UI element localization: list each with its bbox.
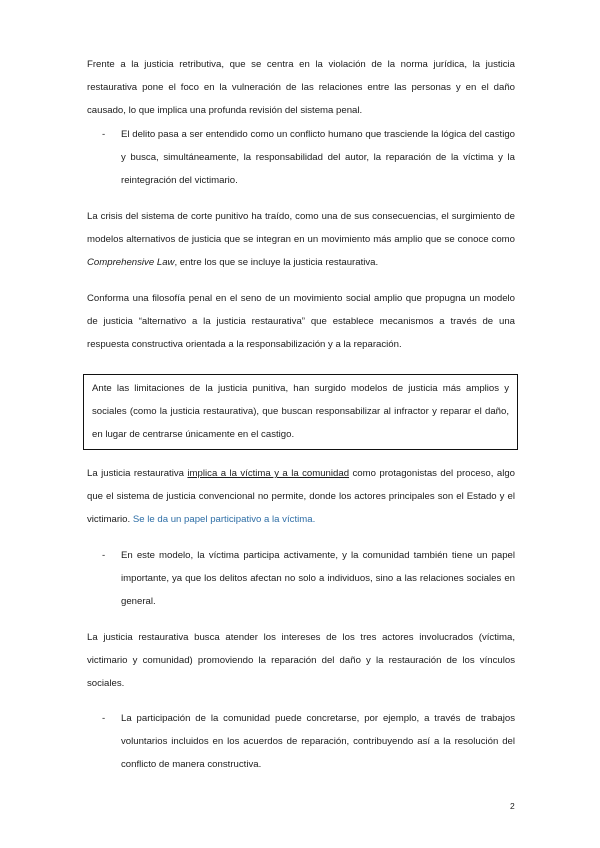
bullet-text: El delito pasa a ser entendido como un conflicto humano que trasciende la lógica del castigo y busca, simultáneamente, la responsabilidad del autor, la reparación de la víctima y la reintegración del victimario. (121, 129, 515, 187)
text-run: La crisis del sistema de corte punitivo ha traído, como una de sus consecuencias, el surgimiento de modelos alternativos de justicia que se integran en un movimiento más amplio que se conoce como (87, 211, 515, 246)
summary-box: Ante las limitaciones de la justicia punitiva, han surgido modelos de justicia más amplios y sociales (como la justicia restaurativa), que buscan responsabilizar al infractor y reparar el daño, en lugar de centrarse únicamente en el castigo. (83, 374, 518, 450)
highlighted-sentence: Se le da un papel participativo a la víctima. (132, 514, 316, 526)
paragraph-three-actors: La justicia restaurativa busca atender los intereses de los tres actores involucrados (víctima, victimario y comunidad) promoviendo la reparación del daño y la restauración de los vínculos sociales. (87, 632, 515, 690)
underlined-phrase: implica a la víctima y a la comunidad (187, 468, 350, 479)
bullet-dash: - (102, 713, 106, 724)
paragraph-victim-community (87, 462, 515, 532)
bullet-dash: - (102, 550, 106, 561)
paragraph-punitive-crisis (87, 205, 515, 275)
page-number: 2 (510, 801, 515, 811)
bullet-item-crime-conflict (87, 123, 515, 193)
bullet-text: La participación de la comunidad puede concretarse, por ejemplo, a través de trabajos voluntarios incluidos en los acuerdos de reparación, contribuyendo así a la resolución del conflicto de manera constructiva. (121, 713, 515, 771)
bullet-dash: - (102, 129, 106, 140)
comprehensive-law-term: Comprehensive Law (87, 257, 175, 269)
paragraph-retributive-vs-restorative: Frente a la justicia retributiva, que se centra en la violación de la norma jurídica, la justicia restaurativa pone el foco en la vulneración de las relaciones entre las personas y en el daño causado, lo que implica una profunda revisión del sistema penal. (87, 59, 515, 117)
text-run: como protagonistas del proceso, algo que el sistema de justicia convencional no permite, donde los actores principales son el Estado y el victimario. (87, 468, 515, 526)
text-run: , entre los que se incluye la justicia restaurativa. (174, 257, 379, 269)
paragraph-penal-philosophy: Conforma una filosofía penal en el seno de un movimiento social amplio que propugna un modelo de justicia “alternativo a la justicia restaurativa” que establece mecanismos a través de una respuesta constructiva orientada a la responsabilización y a la reparación. (87, 293, 515, 351)
bullet-item-victim-participation (87, 544, 515, 614)
bullet-text: En este modelo, la víctima participa activamente, y la comunidad también tiene un papel importante, ya que los delitos afectan no solo a individuos, sino a las relaciones sociales en general. (121, 550, 515, 608)
text-run: La justicia restaurativa (87, 468, 188, 479)
bullet-item-community-participation (87, 707, 515, 777)
